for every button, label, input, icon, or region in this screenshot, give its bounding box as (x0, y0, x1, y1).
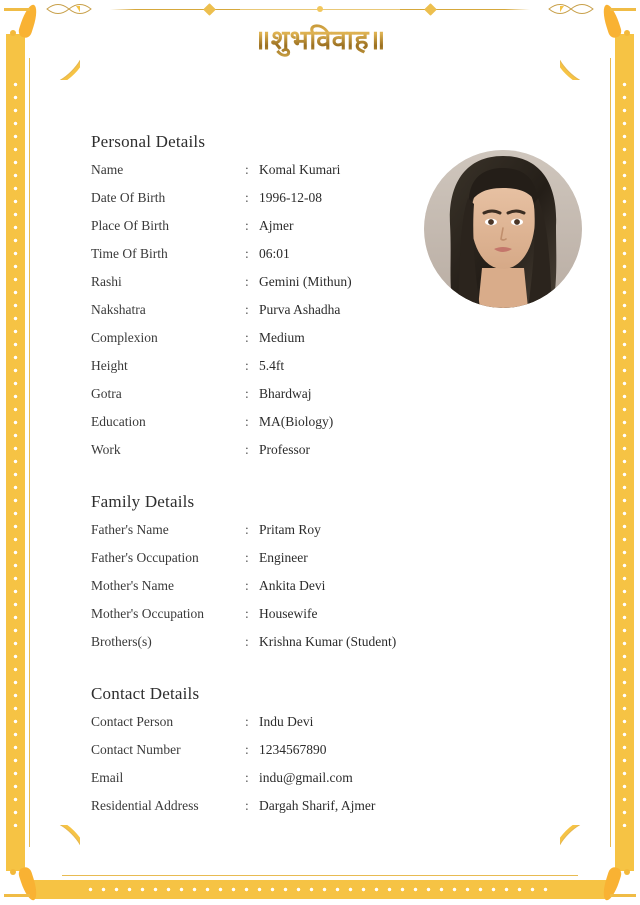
bead-dots-left (6, 78, 25, 827)
row-label: Date Of Birth (91, 190, 166, 205)
hairline-left (29, 58, 30, 847)
row-value: Gemini (Mithun) (259, 274, 352, 289)
hairline-right (610, 58, 611, 847)
row-value: Medium (259, 330, 305, 345)
row-value: 5.4ft (259, 358, 285, 373)
table-row (91, 578, 396, 606)
row-separator: : (245, 358, 249, 373)
row-label: Contact Person (91, 714, 174, 729)
row-label: Complexion (91, 330, 158, 345)
personal-details-table (91, 162, 352, 470)
corner-ornament-bottom-left (6, 825, 80, 899)
table-row (91, 770, 375, 798)
table-row (91, 714, 375, 742)
row-label: Work (91, 442, 121, 457)
row-value: 1996-12-08 (259, 190, 322, 205)
row-separator: : (245, 578, 249, 593)
table-row (91, 162, 352, 190)
row-separator: : (245, 302, 249, 317)
table-row (91, 550, 396, 578)
row-separator: : (245, 714, 249, 729)
table-row (91, 742, 375, 770)
row-value: 1234567890 (259, 742, 327, 757)
row-label: Rashi (91, 274, 122, 289)
hairline-bottom (62, 875, 578, 876)
stub-line-bottom-left (4, 894, 30, 897)
row-separator: : (245, 190, 249, 205)
section-title-contact-details: Contact Details (91, 684, 200, 703)
row-label: Father's Name (91, 522, 169, 537)
row-value: Komal Kumari (259, 162, 341, 177)
table-row (91, 246, 352, 274)
row-value: Professor (259, 442, 310, 457)
table-row (91, 442, 352, 470)
table-row (91, 330, 352, 358)
row-label: Gotra (91, 386, 122, 401)
table-row (91, 302, 352, 330)
row-separator: : (245, 770, 249, 785)
table-row (91, 274, 352, 302)
diamond-ornament-right (424, 3, 437, 16)
row-separator: : (245, 414, 249, 429)
center-dot-ornament (317, 6, 323, 12)
corner-ornament-bottom-right (560, 825, 634, 899)
row-label: Mother's Occupation (91, 606, 205, 621)
family-details-table (91, 522, 396, 662)
row-value: Krishna Kumar (Student) (259, 634, 397, 649)
table-row (91, 358, 352, 386)
row-value: Pritam Roy (259, 522, 321, 537)
bead-dots-bottom (84, 880, 556, 899)
row-label: Email (91, 770, 124, 785)
row-separator: : (245, 246, 249, 261)
diamond-ornament-left (203, 3, 216, 16)
row-separator: : (245, 442, 249, 457)
stub-line-top-right (610, 8, 636, 11)
pip-dot-bottom-left (10, 869, 16, 875)
row-value: Engineer (259, 550, 308, 565)
row-value: indu@gmail.com (259, 770, 353, 785)
row-value: Ajmer (259, 218, 294, 233)
bead-dots-right (615, 78, 634, 827)
row-separator: : (245, 550, 249, 565)
row-value: Ankita Devi (259, 578, 326, 593)
row-label: Nakshatra (91, 302, 146, 317)
row-separator: : (245, 386, 249, 401)
row-value: Indu Devi (259, 714, 314, 729)
section-title-family-details: Family Details (91, 492, 195, 511)
row-label: Contact Number (91, 742, 181, 757)
table-row (91, 190, 352, 218)
row-separator: : (245, 330, 249, 345)
row-separator: : (245, 274, 249, 289)
table-row (91, 634, 396, 662)
row-value: 06:01 (259, 246, 290, 261)
row-separator: : (245, 798, 249, 813)
row-separator: : (245, 162, 249, 177)
contact-details-table (91, 714, 375, 826)
row-separator: : (245, 634, 249, 649)
row-separator: : (245, 606, 249, 621)
row-label: Name (91, 162, 124, 177)
row-label: Place Of Birth (91, 218, 169, 233)
row-value: Dargah Sharif, Ajmer (259, 798, 376, 813)
table-row (91, 522, 396, 550)
row-label: Mother's Name (91, 578, 175, 593)
row-separator: : (245, 522, 249, 537)
stub-line-top-left (4, 8, 30, 11)
section-contact-details (91, 684, 580, 826)
row-label: Height (91, 358, 128, 373)
row-value: Housewife (259, 606, 318, 621)
row-label: Residential Address (91, 798, 199, 813)
table-row (91, 414, 352, 442)
section-personal-details (91, 132, 580, 470)
stub-line-bottom-right (610, 894, 636, 897)
row-label: Time Of Birth (91, 246, 168, 261)
row-label: Father's Occupation (91, 550, 199, 565)
row-label: Brothers(s) (91, 634, 152, 649)
row-label: Education (91, 414, 146, 429)
document-title (0, 20, 640, 57)
row-value: Purva Ashadha (259, 302, 341, 317)
row-separator: : (245, 742, 249, 757)
row-value: MA(Biology) (259, 414, 334, 429)
table-row (91, 798, 375, 826)
shubh-vivah-title-text: ॥शुभविवाह॥ (254, 20, 386, 57)
row-separator: : (245, 218, 249, 233)
section-title-personal-details: Personal Details (91, 132, 206, 151)
table-row (91, 218, 352, 246)
biodata-content (91, 132, 580, 828)
row-value: Bhardwaj (259, 386, 312, 401)
section-family-details (91, 492, 580, 662)
table-row (91, 386, 352, 414)
table-row (91, 606, 396, 634)
pip-dot-bottom-right (624, 869, 630, 875)
